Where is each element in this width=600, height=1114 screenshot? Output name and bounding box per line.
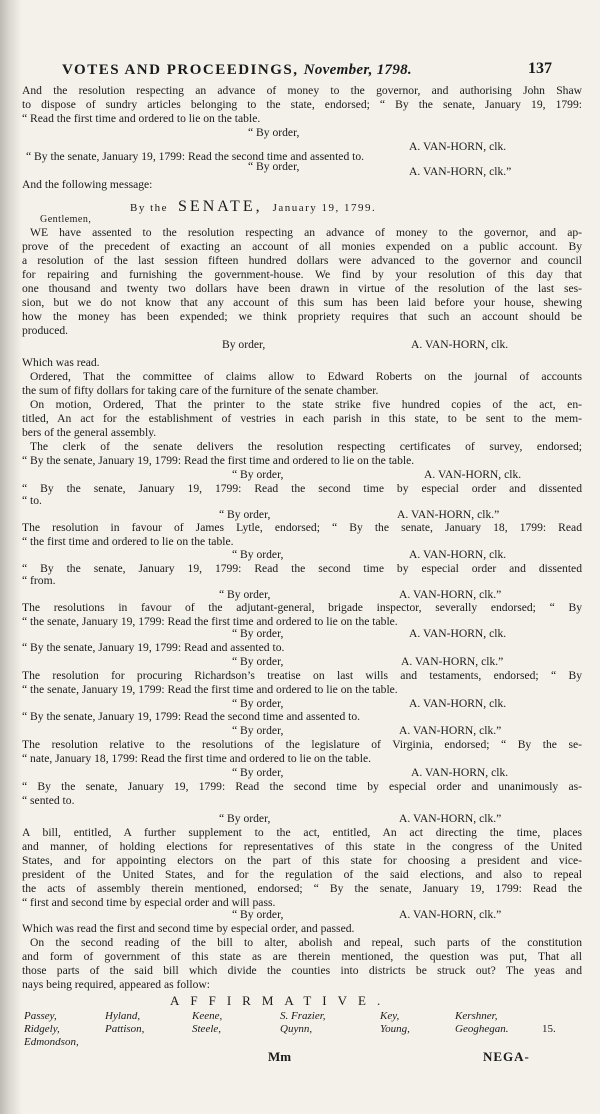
vote-count: 15. — [542, 1023, 556, 1035]
body-line: “ By the senate, January 19, 1799: Read the second time and assented to. — [22, 710, 361, 723]
body-line: “ By the senate, January 19, 1799: Read the second time by especial order and dissented — [22, 562, 582, 575]
body-line: and manner, of holding elections for representatives of this state in the congress of the United — [22, 840, 582, 853]
body-line: a resolution of the last session fifteen hundred dollars were advanced to the governor and council — [22, 254, 582, 267]
body-line: “ By the senate, January 19, 1799: Read the second time by especial order and unanimously as- — [22, 780, 582, 793]
body-line: “ By order, — [219, 508, 271, 521]
body-line: titled, An act for the establishment of vestries in each parish in this state, to be sent to the mem- — [22, 412, 582, 425]
body-line: “ By order, — [248, 126, 300, 139]
body-line: “ from. — [22, 574, 56, 587]
body-line: “ By the senate, January 19, 1799: Read and assented to. — [22, 641, 285, 654]
body-line: “ By order, — [248, 160, 300, 173]
clerk-signature: A. VAN-HORN, clk. — [409, 548, 507, 561]
body-line: “ By the senate, January 19, 1799: Read the first time and ordered to lie on the table. — [22, 454, 415, 467]
body-line: and form of government of this state as are therein mentioned, the question was put, That all — [22, 950, 582, 963]
name-young: Young, — [380, 1023, 410, 1035]
clerk-signature: A. VAN-HORN, clk.” — [399, 812, 502, 825]
name-steele: Steele, — [192, 1023, 222, 1035]
body-line: president of the United States, and for the regulation of the said elections, and also to repeal — [22, 868, 582, 881]
body-line: “ By order, — [232, 908, 284, 921]
body-line: “ By order, — [232, 655, 284, 668]
clerk-signature: A. VAN-HORN, clk.” — [397, 508, 500, 521]
body-line: States, and for appointing electors on the part of this state for choosing a president and vice- — [22, 854, 582, 867]
body-line: A bill, entitled, A further supplement to the act, entitled, An act directing the time, places — [22, 826, 582, 839]
body-line: “ By order, — [232, 627, 284, 640]
body-line: one thousand and twenty two dollars have been drawn in virtue of the resolution of the last ses- — [22, 282, 582, 295]
name-s-frazier: S. Frazier, — [280, 1010, 326, 1022]
page-edge-shadow — [0, 0, 22, 1114]
body-line: The resolution for procuring Richardson’s treatise on last wills and testaments, endorsed; “ By — [22, 669, 582, 682]
body-line: the acts of assembly therein mentioned, endorsed; “ By the senate, January 19, 1799: Read the — [22, 882, 582, 895]
senate-heading — [130, 198, 470, 216]
body-line: And the resolution respecting an advance of money to the governor, and authorising John Shaw — [22, 84, 582, 97]
body-line: “ the senate, January 19, 1799: Read the first time and ordered to lie on the table. — [22, 683, 398, 696]
body-line: “ nate, January 18, 1799: Read the first time and ordered to lie on the table. — [22, 752, 371, 765]
body-line: WE have assented to the resolution respecting an advance of money to the governor, and ap- — [30, 226, 582, 239]
senate-heading-title: SENATE, — [178, 198, 263, 215]
body-line: for repairing and furnishing the government-house. We find by your resolution of this day that — [22, 268, 582, 281]
body-line: “ By order, — [232, 468, 284, 481]
body-line: bers of the general assembly. — [22, 426, 157, 439]
name-ridgely: Ridgely, — [24, 1023, 60, 1035]
clerk-signature: A. VAN-HORN, clk. — [409, 627, 507, 640]
body-line: On motion, Ordered, That the printer to the state strike five hundred copies of the act, en- — [30, 398, 582, 411]
body-line: And the following message: — [22, 178, 153, 191]
body-line: Which was read. — [22, 356, 100, 369]
body-line: “ By the senate, January 19, 1799: Read the second time and assented to. — [26, 150, 365, 163]
clerk-signature: A. VAN-HORN, clk.” — [399, 588, 502, 601]
catchword: NEGA- — [483, 1049, 530, 1064]
body-line: “ By order, — [219, 812, 271, 825]
body-line: sion, but we do not know that any account of this sum has been laid before your house, shewing — [22, 296, 582, 309]
name-kershner: Kershner, — [455, 1010, 498, 1022]
body-line: “ By the senate, January 19, 1799: Read the second time by especial order and dissented — [22, 482, 582, 495]
senate-heading-by-the: By the — [130, 202, 169, 214]
body-line: “ to. — [22, 494, 42, 507]
body-line: Which was read the first and second time by especial order, and passed. — [22, 922, 355, 935]
body-line: By order, — [222, 338, 266, 351]
name-hyland: Hyland, — [105, 1010, 141, 1022]
name-keene: Keene, — [192, 1010, 223, 1022]
running-head-title: VOTES AND PROCEEDINGS, — [62, 62, 299, 78]
body-line: The resolution relative to the resolutions of the legislature of Virginia, endorsed; “ By the se- — [22, 738, 582, 751]
salutation: Gentlemen, — [40, 214, 92, 225]
body-line: The resolution in favour of James Lytle, endorsed; “ By the senate, January 18, 1799: Read — [22, 521, 582, 534]
name-pattison: Pattison, — [105, 1023, 145, 1035]
clerk-signature: A. VAN-HORN, clk.” — [399, 908, 502, 921]
signature-mark: Mm — [268, 1049, 292, 1064]
body-line: Ordered, That the committee of claims allow to Edward Roberts on the journal of accounts — [30, 370, 582, 383]
clerk-signature: A. VAN-HORN, clk. — [409, 140, 507, 153]
clerk-signature: A. VAN-HORN, clk.” — [401, 655, 504, 668]
clerk-signature: A. VAN-HORN, clk. — [411, 338, 509, 351]
body-line: “ Read the first time and ordered to lie on the table. — [22, 112, 261, 125]
running-head-date: November, 1798. — [303, 62, 412, 78]
body-line: “ By order, — [219, 588, 271, 601]
body-line: “ sented to. — [22, 794, 75, 807]
name-passey: Passey, — [24, 1010, 57, 1022]
name-edmondson: Edmondson, — [24, 1036, 79, 1048]
page-number: 137 — [528, 60, 552, 77]
affirmative-heading: AFFIRMATIVE. — [170, 993, 392, 1008]
body-line: On the second reading of the bill to alter, abolish and repeal, such parts of the constitution — [30, 936, 582, 949]
body-line: The resolutions in favour of the adjutant-general, brigade inspector, severally endorsed; “ By — [22, 601, 582, 614]
clerk-signature: A. VAN-HORN, clk. — [409, 697, 507, 710]
body-line: to dispose of sundry articles belonging to the state, endorsed; “ By the senate, January 19, 1799: — [22, 98, 582, 111]
body-line: “ By order, — [232, 766, 284, 779]
name-quynn: Quynn, — [280, 1023, 313, 1035]
body-line: “ By order, — [232, 548, 284, 561]
clerk-signature: A. VAN-HORN, clk. — [411, 766, 509, 779]
body-line: “ first and second time by especial order and will pass. — [22, 896, 276, 909]
body-line: how the money has been expended; we think propriety requires that such an account should be — [22, 310, 582, 323]
senate-heading-date: January 19, 1799. — [272, 202, 377, 214]
body-line: “ the senate, January 19, 1799: Read the first time and ordered to lie on the table. — [22, 615, 398, 628]
clerk-signature: A. VAN-HORN, clk.” — [409, 165, 512, 178]
clerk-signature: A. VAN-HORN, clk.” — [399, 724, 502, 737]
body-line: The clerk of the senate delivers the resolution respecting certificates of survey, endorsed; — [30, 440, 582, 453]
name-geoghegan: Geoghegan. — [455, 1023, 509, 1035]
name-key: Key, — [380, 1010, 400, 1022]
body-line: “ the first time and ordered to lie on the table. — [22, 535, 234, 548]
running-head — [62, 62, 502, 79]
body-line: produced. — [22, 324, 69, 337]
body-line: “ By order, — [232, 724, 284, 737]
body-line: “ By order, — [232, 697, 284, 710]
body-line: the sum of fifty dollars for taking care of the furniture of the senate chamber. — [22, 384, 379, 397]
body-line: those parts of the said bill which divide the counties into districts be struck out? The yeas and — [22, 964, 582, 977]
clerk-signature: A. VAN-HORN, clk. — [424, 468, 522, 481]
body-line: nays being required, appeared as follow: — [22, 978, 211, 991]
body-line: prove of the precedent of exacting an account of all monies expended on a public account. By — [22, 240, 582, 253]
